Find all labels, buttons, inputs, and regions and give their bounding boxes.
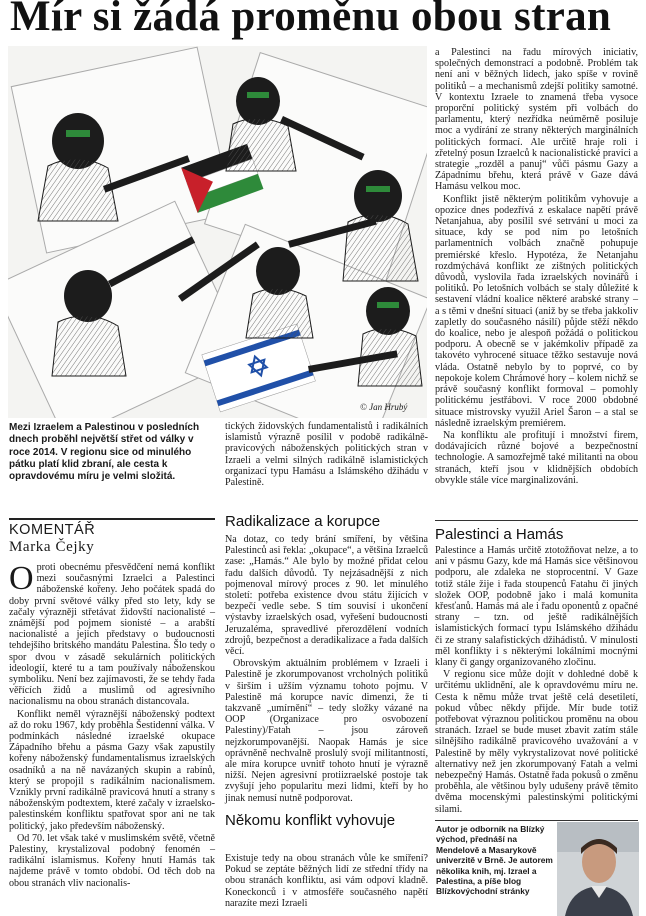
section-heading: Palestinci a Hamás [435, 526, 564, 543]
paragraph: Obrovským aktuálním problémem v Izraeli i Palestině je zkorumpovanost vrcholných politiků v širším i užším významu tohoto pojmu. V Palestině má korupce navíc dimenzi, že ti takzvaně „umírnění“ – tedy složky vázané na OOP (Organizace pro osvobození Palestiny)/Fatah – jsou zároveň nejzkorumpovanější. Naopak Hamás je sice oprávněně nechvalně proslulý svojí militantností, ale míra korupce uvnitř tohoto hnutí je výrazně nižší. Nejen agresivní protiizraelské postoje tak zvyšují jeho popularitu mezi lidmi, kteří by ho jinak nemusí nutně podporovat. [225, 658, 428, 804]
image-credit: © Jan Hrubý [360, 402, 408, 412]
author-photo [557, 822, 639, 916]
paragraph: Existuje tedy na obou stranách vůle ke smíření? Pokud se zeptáte běžných lidí ze střední třídy na obou stranách konfliktu, asi vám odpoví kladně. Koneckonců i v atmosféře současného napětí narazíte mezi Izraeli [225, 853, 428, 909]
column-left [9, 562, 215, 890]
section-heading: Radikalizace a korupce [225, 513, 381, 530]
paragraph: Palestince a Hamás určitě ztotožňovat nelze, a to ani v pásmu Gazy, kde má Hamás sice většinovou podporu, ale zdaleka ne stoprocentní. V Gaze totiž stále žije i řada stoupenců Fatahu či jiných složek OOP, podobně jako i malá komunita křesťanů. Hamás má ale i řadu oponentů z opačné strany – tzn. od ještě radikálnějších islamistických formací typu Islámského džihádu či ze strany salafistických džihádistů. V minulosti měl konflikty i s některými lokálními mocnými klany či gangy organizovaného zločinu. [435, 545, 638, 669]
image-caption: Mezi Izraelem a Palestinou v posledních dnech proběhl největší střet od války v roce 2014. V regionu sice od minulého pátku platí klid zbraní, ale cesta k opravdovému míru je velmi složitá. [9, 422, 200, 483]
paragraph: Na dotaz, co tedy brání smíření, by většina Palestinců asi řekla: „okupace“, a většina Izraelců zase: „Hamás.“ Ale bylo by možné přidat celou řadu dalších důvodů. Ty nejzásadnější z nich pojmenoval mírový proces z 90. let minulého století: potřeba existence dvou státu žijících v bezpečí vedle sebe. S tím souvisí i ukončení výstavby izraelských osad, vyřešení budoucnosti Jeruzaléma, spravedlivé přerozdělení vodních zdrojů, bezpečnost a deradikalizace a řada dalších věcí. [225, 534, 428, 658]
section-heading: Někomu konflikt vyhovuje [225, 812, 396, 829]
paragraph: Od 70. let však také v muslimském světě, včetně Palestiny, krystalizoval podobný fenomén – radikální islamismus. Kořeny hnutí Hamás tak najdeme právě v tomto období. Od těch dob na obou stranách vliv nacionalis- [9, 832, 215, 889]
author-name: Marka Čejky [9, 539, 95, 555]
kicker: KOMENTÁŘ [9, 522, 96, 538]
paragraph: tických židovských fundamentalistů i radikálních islamistů výrazně posílil v podobě radikálně-pravicových náboženských politických stran v Izraeli a velmi silných radikálně islamistických organizací typu Hamásu a Islámského džihádu v Palestině. [225, 421, 428, 489]
paragraph: Konflikt jistě některým politikům vyhovuje a opozice dnes podezřívá z eskalace napětí právě Netanjahua, aby posílil své setrvání u moci za situace, kdy se pod ním po letošních parlamentních volbách značně pohupuje premiérské křeslo. Hypotéza, že Netanjahu rozdmýchává konflikt ze zištných politických důvodů, vyslovila řada izraelských novinářů i politiků. Po letošních volbách se staly důležité k sestavení vládní koalice některé arabské strany – a s těmi v dnešní situaci (aniž by se třeba jakkoliv zapletly do současného násilí) půjde stěží někdo do koalice, nebo je alespoň požádá o politickou podporu. A obecně se v jakémkoliv případě za takovéto vyhrocené situace těžko sestavuje nová vláda. Ostatně nebylo by to poprvé, co by nepokoje kolem Chrámové hory – kolem nichž se právě současný konflikt formoval – pomohly politickému jestřábovi. V roce 2000 obdobné situace mistrovsky využil Ariel Šaron – a stal se následně izraelským premiérem. [435, 193, 638, 429]
column-middle-top [225, 421, 428, 489]
column-middle-bottom [225, 853, 428, 910]
paragraph: Konflikt neměl výraznější náboženský podtext až do roku 1967, kdy proběhla Šestidenní válka. V podmínkách následné izraelské okupace Západního břehu a pásma Gazy však zapustily kořeny náboženský fundamentalismus izraelských osadníků a na ně navázaných skupin a rabínů, který se propojil s radikálním nacionalismem. Vznikly první radikálně pravicová hnutí a strany s náboženským podtextem, které začaly v izraelsko-palestinském konfliktu spatřovat spor ani ne tak politický, jako především náboženský. [9, 708, 215, 832]
divider [435, 820, 638, 821]
paragraph [9, 562, 215, 708]
author-bio: Autor je odborník na Blízký východ, přednáší na Mendelově a Masarykově univerzitě v Brně. Je autorem několika knih, mj. Izrael a Palestina, a píše blog Blízkovýchodní stránky [436, 824, 553, 897]
headline: Mír si žádá proměnu obou stran [10, 0, 612, 40]
paragraph: Na konfliktu ale profitují i množství firem, dodávajících různé bojové a bezpečnostní technologie. A samozřejmě také militanti na obou stranách, kteří jsou v klidnějších obdobích obvykle stále více marginalizováni. [435, 429, 638, 486]
illustration [8, 46, 427, 418]
column-right-body [435, 545, 638, 816]
illustration-drawing [8, 46, 427, 418]
paragraph: a Palestinci na řadu mírových iniciativ, společných demonstrací a podobně. Problém tak není ani v běžných lidech, jako spíše v rovině politiků – a mechanismů zdejší politiky samotné. V kontextu Izraele to znamená třeba vysoce proporční politický systém při volbách do parlamentu, který nezřídka neúměrně posiluje moc a vydírání ze strany některých marginálních politických formací. Ale určitě hraje roli i zřetelný posun Izraelců k nacionalistické pravici a strategie „rozděl a panuj“ vůči pásmu Gazy a Západnímu břehu, která právě v Gaze dává Hamásu velkou moc. [435, 47, 638, 193]
column-middle-body [225, 534, 428, 805]
paragraph-text: proti obecnému přesvědčení nemá konflikt mezi současnými Izraelci a Palestinci náboženské kořeny. Jeho počátek spadá do doby první světové války před sto lety, kdy se začaly výrazněji střetávat židovští nacionalisté – známější pod pojmem sionisté – a arabští nacionalisté a jejich představy o budoucnosti tehdejšího britského mandátu Palestina. Šlo tedy o spor dvou v zásadě sekulárních politických ideologií, které tu a tam používaly náboženskou symboliku. Není bez zajímavosti, že se tehdy řada věřících židů a muslimů od agresivního nacionalismu na obou stranách distancovala. [9, 562, 215, 708]
drop-cap: O [9, 560, 34, 597]
divider [435, 520, 638, 521]
column-right-top [435, 47, 638, 487]
paragraph: V regionu sice může dojít v dohledné době k určitému uklidnění, ale k opravdovému míru ne. Cesta k němu může trvat ještě celá desetiletí, pokud vůbec někdy přijde. Mír bude totiž potřebovat výraznou politickou proměnu na obou stranách. Izrael se bude muset zbavit zatím stále silnějšího radikálně pravicového uvažování a v Palestině by měly vykrystalizovat nové politické alternativy než jen zkorumpovaný Fatah a velmi nebezpečný Hamás. Ostatně řada pokusů o změnu proběhla, ale většinou byly udušeny právě těmito dvěma mocenskými palestinskými politickými silami. [435, 669, 638, 815]
comment-label [9, 518, 215, 556]
